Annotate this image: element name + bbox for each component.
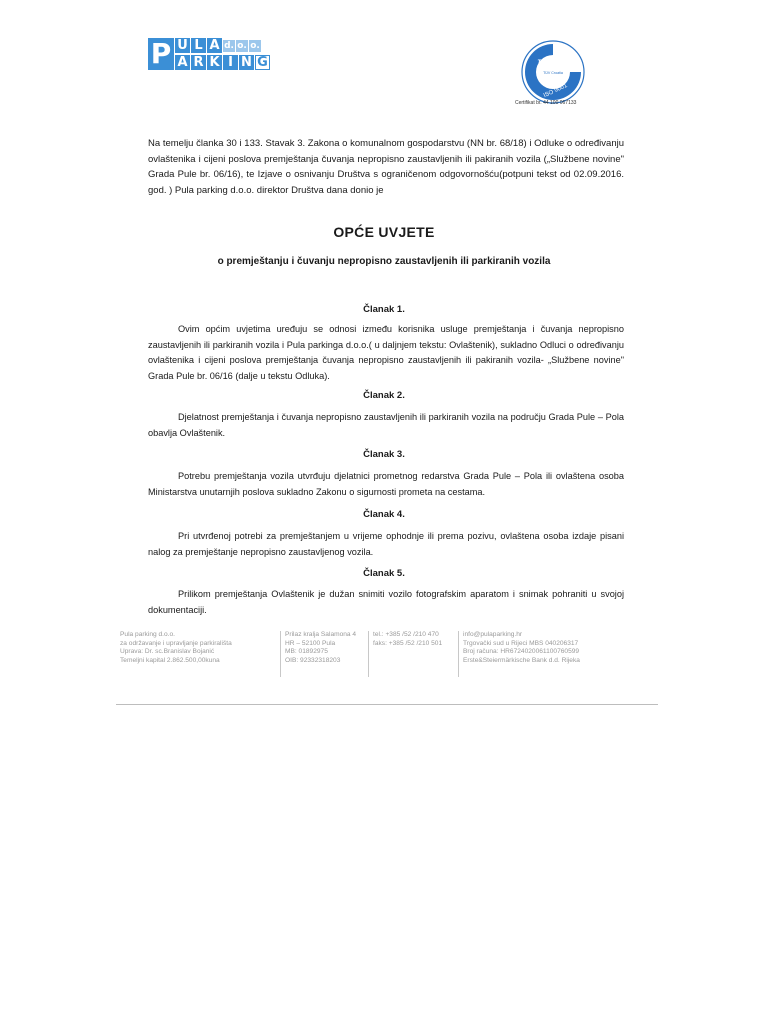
logo-row-bottom bbox=[175, 55, 270, 70]
certificate-number: Certifikat br. 44 100 067133 bbox=[515, 100, 577, 106]
seal-standard: ISO 9001 bbox=[542, 83, 569, 100]
footer-line: OIB: 92332318203 bbox=[285, 656, 341, 664]
logo-tile: K bbox=[207, 55, 222, 70]
logo-tile: G bbox=[255, 55, 270, 70]
logo-tile: L bbox=[191, 38, 206, 53]
logo-suffix-tile: o. bbox=[237, 41, 247, 51]
article-heading: Članak 5. bbox=[363, 568, 405, 579]
footer-line: Pula parking d.o.o. bbox=[120, 631, 175, 638]
footer-line: Broj računa: HR6724020061100760599 bbox=[463, 648, 580, 656]
article-text: Ovim općim uvjetima uređuju se odnosi između korisnika usluge premještanja i čuvanja nepropisno zaustavljenih ili parkiranih vozila i Pula parkinga d.o.o.( u daljnjem tekstu: Ovlaštenik), sukladno Odluci o određivanju ovlaštenika i cijeni poslova premještanja čuvanja nepropisno zaustavljenih ili pakiranih vozila- „Službene novine" Grada Pule br. 06/16 (dalje u tekstu Odluka). bbox=[148, 324, 624, 381]
seal-brand: TÜV NORD bbox=[537, 60, 569, 66]
footer-address bbox=[280, 631, 369, 677]
document-title: OPĆE UVJETE bbox=[333, 224, 435, 240]
footer-divider bbox=[116, 704, 658, 705]
footer-company-info bbox=[116, 631, 276, 677]
footer-line: HR – 52100 Pula bbox=[285, 639, 336, 647]
logo-suffix-tile: o. bbox=[250, 41, 260, 51]
intro-paragraph: Na temelju članka 30 i 133. Stavak 3. Zakona o komunalnom gospodarstvu (NN br. 68/18) i Odluke o određivanju ovlaštenika i cijeni poslova premještanja čuvanja nepropisno zaustavljenih ili pakiranih vozila („Službene novine" Grada Pule br. 06/16), te Izjave o osnivanju Društva s ograničenom odgovornošću(potpuni tekst od 02.09.2016. god. ) Pula parking d.o.o. direktor Društva dana donio je bbox=[148, 138, 624, 196]
logo-tile: A bbox=[207, 38, 222, 53]
footer-registration bbox=[458, 631, 599, 677]
footer-line: Erste&Steiermärkische Bank d.d. Rijeka bbox=[463, 656, 580, 664]
footer-line: tel.: +385 /52 /210 470 bbox=[373, 631, 439, 638]
article-heading: Članak 1. bbox=[363, 304, 405, 315]
document-subtitle: o premještanju i čuvanju nepropisno zaustavljenih ili parkiranih vozila bbox=[217, 256, 551, 267]
footer-line: Prilaz kralja Salamona 4 bbox=[285, 631, 357, 638]
article-text: Pri utvrđenoj potrebi za premještanjem u vrijeme ophodnje ili prema pozivu, ovlaštena osoba izdaje pisani nalog za premještanje nepropisno zaustavljenog vozila. bbox=[148, 531, 624, 557]
footer-email-link[interactable]: info@pulaparking.hr bbox=[463, 631, 523, 638]
logo-tile: U bbox=[175, 38, 190, 53]
article-heading: Članak 2. bbox=[363, 390, 405, 401]
article-text: Djelatnost premještanja i čuvanja nepropisno zaustavljenih ili parkiranih vozila na području Grada Pule – Pola obavlja Ovlaštenik. bbox=[148, 412, 624, 438]
footer-line: Trgovački sud u Rijeci MBS 040206317 bbox=[463, 639, 579, 647]
footer-phone bbox=[368, 631, 453, 677]
article-text: Potrebu premještanja vozila utvrđuju djelatnici prometnog redarstva Grada Pule – Pola ili ovlaštena osoba Ministarstva unutarnjih poslova sukladno Zakonu o sigurnosti prometa na cestama. bbox=[148, 471, 624, 497]
logo-suffix-tile: d. bbox=[224, 41, 234, 51]
footer-line: za održavanje i upravljanje parkirališta bbox=[120, 639, 232, 647]
logo-tile: N bbox=[239, 55, 254, 70]
pula-parking-logo bbox=[148, 38, 288, 72]
footer-line: Uprava: Dr. sc.Branislav Bojanić bbox=[120, 648, 215, 656]
footer-line: faks: +385 /52 /210 501 bbox=[373, 639, 443, 647]
company-footer bbox=[116, 631, 600, 677]
article-heading: Članak 3. bbox=[363, 449, 405, 460]
seal-country: TÜV Croatia bbox=[543, 71, 563, 75]
logo-tile: I bbox=[223, 55, 238, 70]
logo-tile: P bbox=[148, 38, 174, 70]
footer-line: Temeljni kapital 2.862.500,00kuna bbox=[120, 656, 220, 664]
footer-line: MB: 01892975 bbox=[285, 648, 328, 656]
article-heading: Članak 4. bbox=[363, 509, 405, 520]
logo-tile: R bbox=[191, 55, 206, 70]
logo-tile: A bbox=[175, 55, 190, 70]
article-text: Prilikom premještanja Ovlaštenik je dužan snimiti vozilo fotografskim aparatom i snimak pohraniti u svojoj dokumentaciji. bbox=[148, 589, 624, 615]
